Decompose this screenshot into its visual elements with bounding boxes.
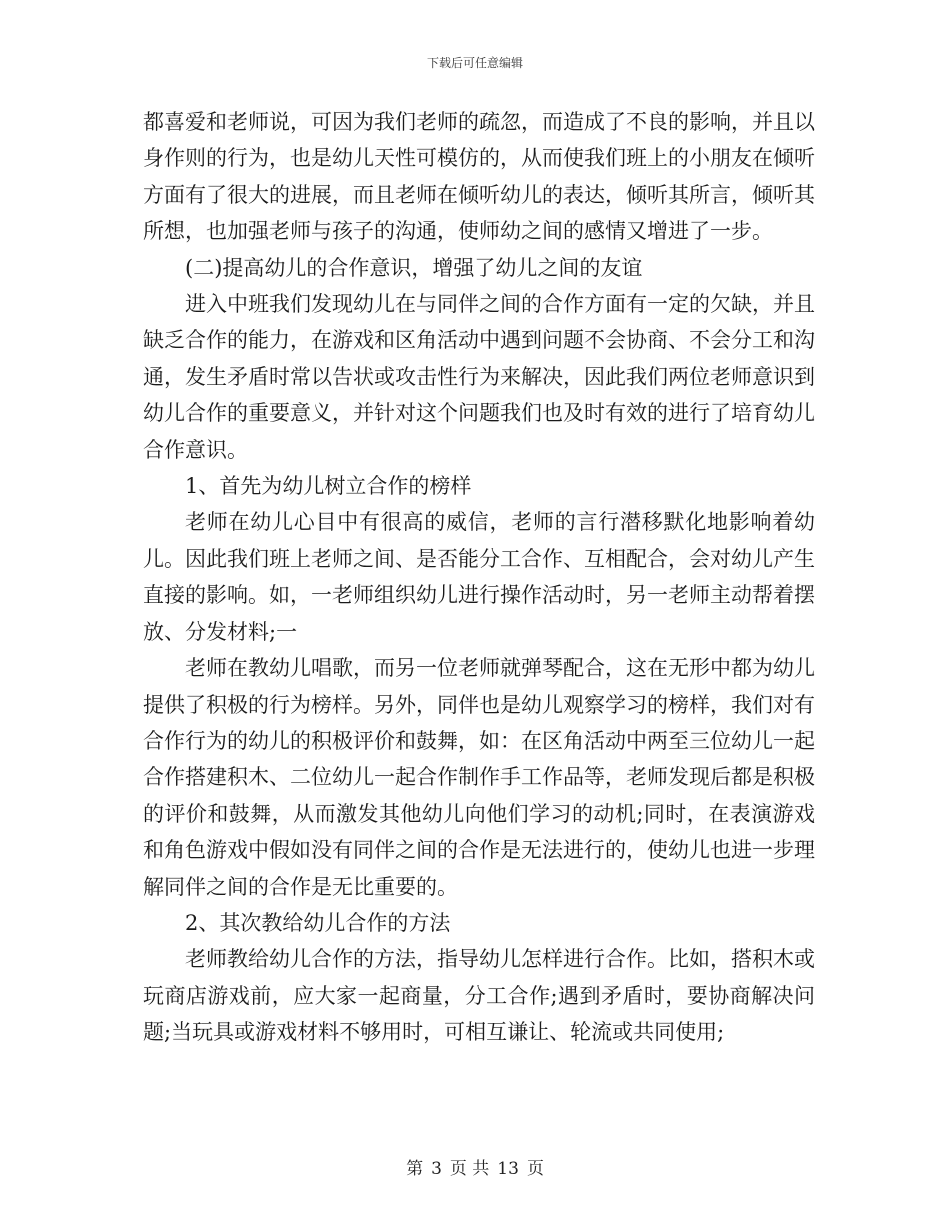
- total-page-count: 13: [497, 1159, 519, 1179]
- paragraph: 进入中班我们发现幼儿在与同伴之间的合作方面有一定的欠缺，并且缺乏合作的能力，在游戏和区角活动中遇到问题不会协商、不会分工和沟通，发生矛盾时常以告状或攻击性行为来解决，因此我们两位老师意识到幼儿合作的重要意义，并针对这个问题我们也及时有效的进行了培育幼儿合作意识。: [143, 292, 815, 462]
- subsection-heading: 1、首先为幼儿树立合作的榜样: [185, 474, 472, 499]
- current-page-number: 3: [431, 1159, 442, 1179]
- subsection-heading: 2、其次教给幼儿合作的方法: [185, 910, 451, 935]
- page-number-footer: [0, 1154, 950, 1179]
- paragraph: 都喜爱和老师说，可因为我们老师的疏忽，而造成了不良的影响，并且以身作则的行为，也是幼儿天性可模仿的，从而使我们班上的小朋友在倾听方面有了很大的进展，而且老师在倾听幼儿的表达，倾听其所言，倾听其所想，也加强老师与孩子的沟通，使师幼之间的感情又增进了一步。: [143, 110, 815, 244]
- document-body: [143, 104, 815, 1051]
- footer-prefix: 第: [406, 1159, 424, 1179]
- paragraph: 老师教给幼儿合作的方法，指导幼儿怎样进行合作。比如，搭积木或玩商店游戏前，应大家一起商量，分工合作;遇到矛盾时，要协商解决问题;当玩具或游戏材料不够用时，可相互谦让、轮流或共同使用;: [143, 947, 815, 1045]
- paragraph: 老师在教幼儿唱歌，而另一位老师就弹琴配合，这在无形中都为幼儿提供了积极的行为榜样。另外，同伴也是幼儿观察学习的榜样，我们对有合作行为的幼儿的积极评价和鼓舞，如：在区角活动中两至三位幼儿一起合作搭建积木、二位幼儿一起合作制作手工作品等，老师发现后都是积极的评价和鼓舞，从而激发其他幼儿向他们学习的动机;同时，在表演游戏和角色游戏中假如没有同伴之间的合作是无法进行的，使幼儿也进一步理解同伴之间的合作是无比重要的。: [143, 656, 815, 899]
- section-heading: (二)提高幼儿的合作意识，增强了幼儿之间的友谊: [185, 255, 643, 280]
- footer-middle: 页 共: [449, 1159, 490, 1179]
- page-header: 下载后可任意编辑: [426, 56, 523, 70]
- paragraph: 老师在幼儿心目中有很高的威信，老师的言行潜移默化地影响着幼儿。因此我们班上老师之间、是否能分工合作、互相配合，会对幼儿产生直接的影响。如，一老师组织幼儿进行操作活动时，另一老师主动帮着摆放、分发材料;一: [143, 510, 815, 644]
- footer-suffix: 页: [526, 1159, 544, 1179]
